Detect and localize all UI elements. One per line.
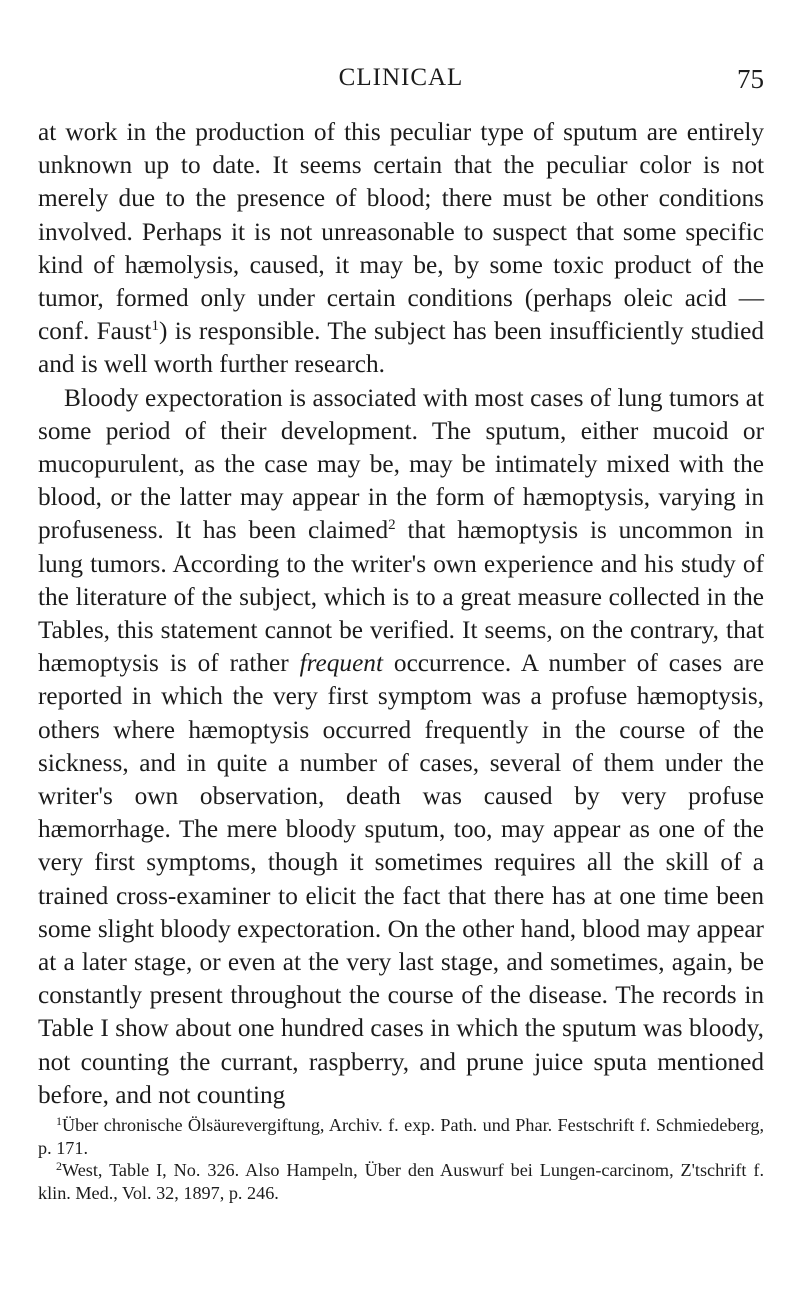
footnote-marker: 1 — [56, 1114, 62, 1129]
footnote-text: Über chronische Ölsäurevergiftung, Archiv. f. exp. Path. und Phar. Festschrift f. Schmiedeberg, p. 171. — [38, 1115, 764, 1158]
running-head — [38, 58, 764, 98]
paragraph-text: occurrence. A number of cases are reported in which the very first symptom was a profuse hæmoptysis, others where hæmoptysis occurred frequently in the course of the sickness, and in quite a number of cases, several of them under the writer's own observation, death was caused by very profuse hæmorrhage. The mere bloody sputum, too, may appear as one of the very first symptoms, though it sometimes requires all the skill of a trained cross-examiner to elicit the fact that there has at one time been some slight bloody expectoration. On the other hand, blood may appear at a later stage, or even at the very last stage, and sometimes, again, be constantly present throughout the course of the disease. The records in Table I show about one hundred cases in which the sputum was bloody, not counting the currant, raspberry, and prune juice sputa mentioned before, and not counting — [38, 649, 764, 1109]
chapter-title: CLINICAL — [338, 64, 464, 91]
footnotes — [38, 1114, 764, 1204]
footnote — [38, 1159, 764, 1204]
page-number: 75 — [737, 64, 764, 94]
footnote-text: West, Table I, No. 326. Also Hampeln, Über den Auswurf bei Lungen-carcinom, Z'tschrift f. klin. Med., Vol. 32, 1897, p. 246. — [38, 1160, 764, 1203]
footnote-marker: 2 — [56, 1159, 62, 1174]
emphasized-word: frequent — [299, 649, 383, 678]
paragraph — [38, 382, 764, 1112]
paragraph-text: ) is responsible. The subject has been insufficiently studied and is well worth further research. — [38, 317, 764, 379]
body-text — [38, 116, 764, 1112]
paragraph-text: at work in the production of this peculiar type of sputum are entirely unknown up to date. It seems certain that the peculiar color is not merely due to the presence of blood; there must be other conditions involved. Perhaps it is not unreasonable to suspect that some specific kind of hæmolysis, caused, it may be, by some toxic product of the tumor, formed only under certain conditions (perhaps oleic acid — conf. Faust — [38, 118, 764, 346]
footnote — [38, 1114, 764, 1159]
footnote-ref: 1 — [151, 318, 159, 335]
paragraph-text: Bloody expectoration is associated with most cases of lung tumors at some period of their development. The sputum, either mucoid or mucopurulent, as the case may be, may be intimately mixed with the blood, or the latter may appear in the form of hæmoptysis, varying in profuseness. It has been claimed — [38, 383, 764, 545]
book-page — [38, 58, 764, 1204]
footnote-ref: 2 — [388, 517, 396, 534]
paragraph — [38, 116, 764, 382]
paragraph-text: that hæmoptysis is uncommon in lung tumors. According to the writer's own experience and his study of the literature of the subject, which is to a great measure collected in the Tables, this statement cannot be verified. It seems, on the contrary, that hæmoptysis is of rather — [38, 516, 764, 678]
